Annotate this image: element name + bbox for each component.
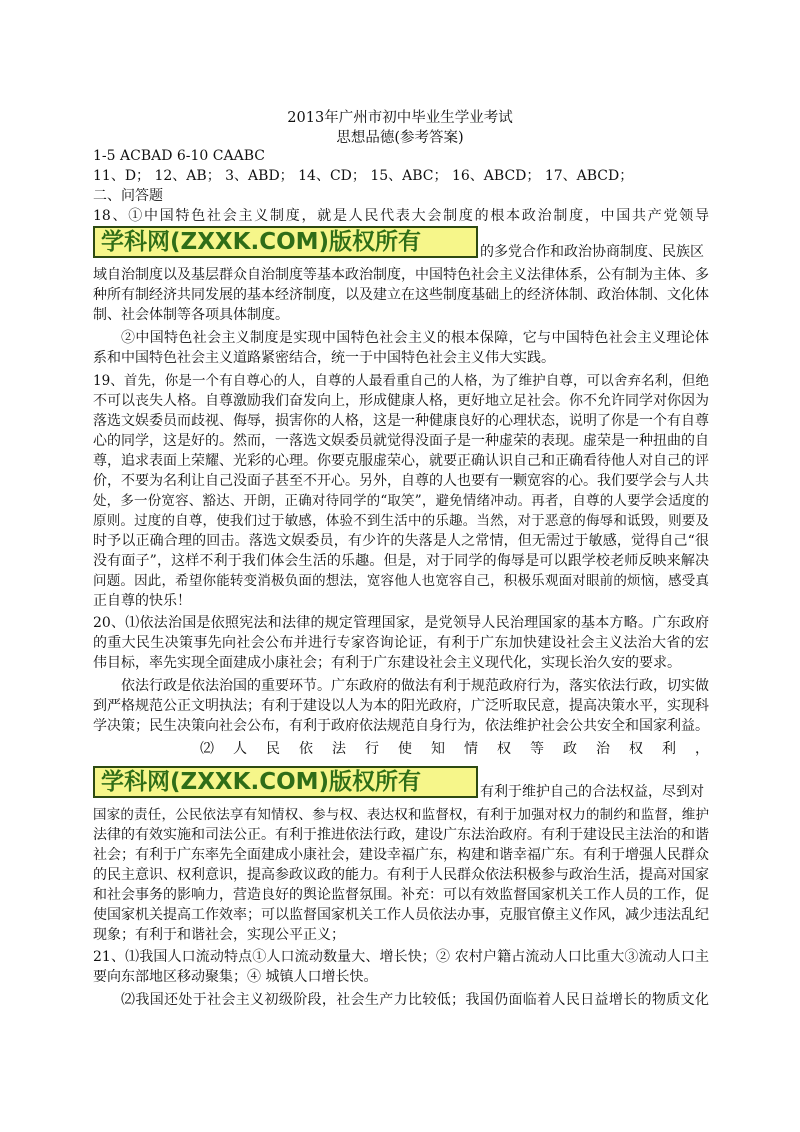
answer-line: 到严格规范公正文明执法；有利于建设以人为本的阳光政府，广泛听取民意，提高决策水平，实现科 <box>93 698 709 714</box>
doc-title: 2013年广州市初中毕业生学业考试 <box>287 110 513 126</box>
answer-line: 心的同学，这是好的。然而，一落选文娱委员就觉得没面子是一种虚荣的表现。虚荣是一种扭曲的自 <box>93 433 709 449</box>
answer-line: 尊，追求表面上荣耀、光彩的心理。你要克服虚荣心，就要正确认识自己和正确看待他人对自己的评 <box>93 453 709 469</box>
answer-line: 正自尊的快乐！ <box>93 593 191 609</box>
mcq-answers-1: 1-5 ACBAD 6-10 CAABC <box>93 148 265 164</box>
answer-line: 域自治制度以及基层群众自治制度等基本政治制度，中国特色社会主义法律体系，公有制为主体、多 <box>93 267 709 283</box>
answer-line: ⑵我国还处于社会主义初级阶段，社会生产力比较低；我国仍面临着人民日益增长的物质文化 <box>121 992 709 1008</box>
answer-line: ⑵ 人 民 依 法 行 使 知 情 权 等 政 治 权 利 ， <box>200 741 709 757</box>
answer-line: ②中国特色社会主义制度是实现中国特色社会主义的根本保障，它与中国特色社会主义理论体 <box>121 330 709 346</box>
answer-line: 原则。过度的自尊，使我们过于敏感，体验不到生活中的乐趣。当然，对于恶意的侮辱和诋毁，则要及 <box>93 513 709 529</box>
answer-line: 问题。因此，希望你能转变消极负面的想法，宽容他人也宽容自己，积极乐观面对眼前的烦恼，感受真 <box>93 573 709 589</box>
answer-line: 不可以丧失人格。自尊激励我们奋发向上，形成健康人格，更好地立足社会。你不允许同学对你因为 <box>93 393 709 409</box>
answer-line: 要向东部地区移动聚集；④ 城镇人口增长快。 <box>93 969 378 985</box>
answer-line: 现象；有利于和谐社会，实现公平正义； <box>93 927 345 943</box>
answer-line: 的民主意识、权利意识，提高参政议政的能力。有利于人民群众依法积极参与政治生活，提高对国家 <box>93 867 709 883</box>
answer-line: 处，多一份宽容、豁达、开朗，正确对待同学的“取笑”，避免情绪冲动。再者，自尊的人要学会适度的 <box>93 493 709 509</box>
answer-line: 价，不要为名利让自己没面子甚至不开心。另外，自尊的人也要有一颗宽容的心。我们要学会与人共 <box>93 473 709 489</box>
answer-line: 的重大民生决策事先向社会公布并进行专家咨询论证，有利于广东加快建设社会主义法治大省的宏 <box>93 635 709 651</box>
answer-line: 有利于维护自己的合法权益，尽到对 <box>480 784 704 800</box>
answer-line: 时予以正确合理的回击。落选文娱委员，有少许的失落是人之常情，但无需过于敏感，觉得自己“很 <box>93 533 709 549</box>
answer-line: 18、①中国特色社会主义制度，就是人民代表大会制度的根本政治制度，中国共产党领导 <box>93 208 709 224</box>
answer-line: 落选文娱委员而歧视、侮辱，损害你的人格，这是一种健康良好的心理状态，说明了你是一个有自尊 <box>93 413 709 429</box>
answer-line: 依法行政是依法治国的重要环节。广东政府的做法有利于规范政府行为，落实依法行政，切实做 <box>121 678 709 694</box>
mcq-answers-2: 11、D； 12、AB； 3、ABD； 14、CD； 15、ABC； 16、ABCD； 17、ABCD； <box>93 168 634 184</box>
answer-line: 的多党合作和政治协商制度、民族区 <box>480 244 704 260</box>
answer-line: 21、⑴我国人口流动特点①人口流动数量大、增长快；② 农村户籍占流动人口比重大③流动人口主 <box>93 949 709 965</box>
watermark-banner: 学科网(ZXXK.COM)版权所有 <box>93 766 478 798</box>
answer-line: 20、⑴依法治国是依照宪法和法律的规定管理国家，是党领导人民治理国家的基本方略。广东政府 <box>93 615 709 631</box>
doc-subtitle: 思想品德(参考答案) <box>336 130 464 146</box>
answer-line: 国家的责任，公民依法享有知情权、参与权、表达权和监督权，有利于加强对权力的制约和监督，维护 <box>93 807 709 823</box>
answer-line: 社会；有利于广东率先全面建成小康社会，建设幸福广东，构建和谐幸福广东。有利于增强人民群众 <box>93 847 709 863</box>
answer-line: 制、社会体制等各项具体制度。 <box>93 307 289 323</box>
answer-line: 没有面子”，这样不利于我们体会生活的乐趣。但是，对于同学的侮辱是可以跟学校老师反映来解决 <box>93 553 709 569</box>
watermark-banner: 学科网(ZXXK.COM)版权所有 <box>93 226 478 258</box>
answer-line: 使国家机关提高工作效率；可以监督国家机关工作人员依法办事，克服官僚主义作风，减少违法乱纪 <box>93 907 709 923</box>
answer-line: 和社会事务的影响力，营造良好的舆论监督氛围。补充：可以有效监督国家机关工作人员的工作，促 <box>93 887 709 903</box>
answer-line: 伟目标，率先实现全面建成小康社会；有利于广东建设社会主义现代化，实现长治久安的要求。 <box>93 655 681 671</box>
answer-line: 学决策；民生决策向社会公布，有利于政府依法规范自身行为，依法维护社会公共安全和国家利益。 <box>93 718 709 734</box>
answer-line: 系和中国特色社会主义道路紧密结合，统一于中国特色社会主义伟大实践。 <box>93 350 555 366</box>
answer-line: 种所有制经济共同发展的基本经济制度，以及建立在这些制度基础上的经济体制、政治体制、文化体 <box>93 287 709 303</box>
answer-line: 19、首先，你是一个有自尊心的人，自尊的人最看重自己的人格，为了维护自尊，可以舍弃名利，但绝 <box>93 373 709 389</box>
answer-line: 法律的有效实施和司法公正。有利于推进依法行政，建设广东法治政府。有利于建设民主法治的和谐 <box>93 827 709 843</box>
section-heading: 二、问答题 <box>93 188 163 204</box>
